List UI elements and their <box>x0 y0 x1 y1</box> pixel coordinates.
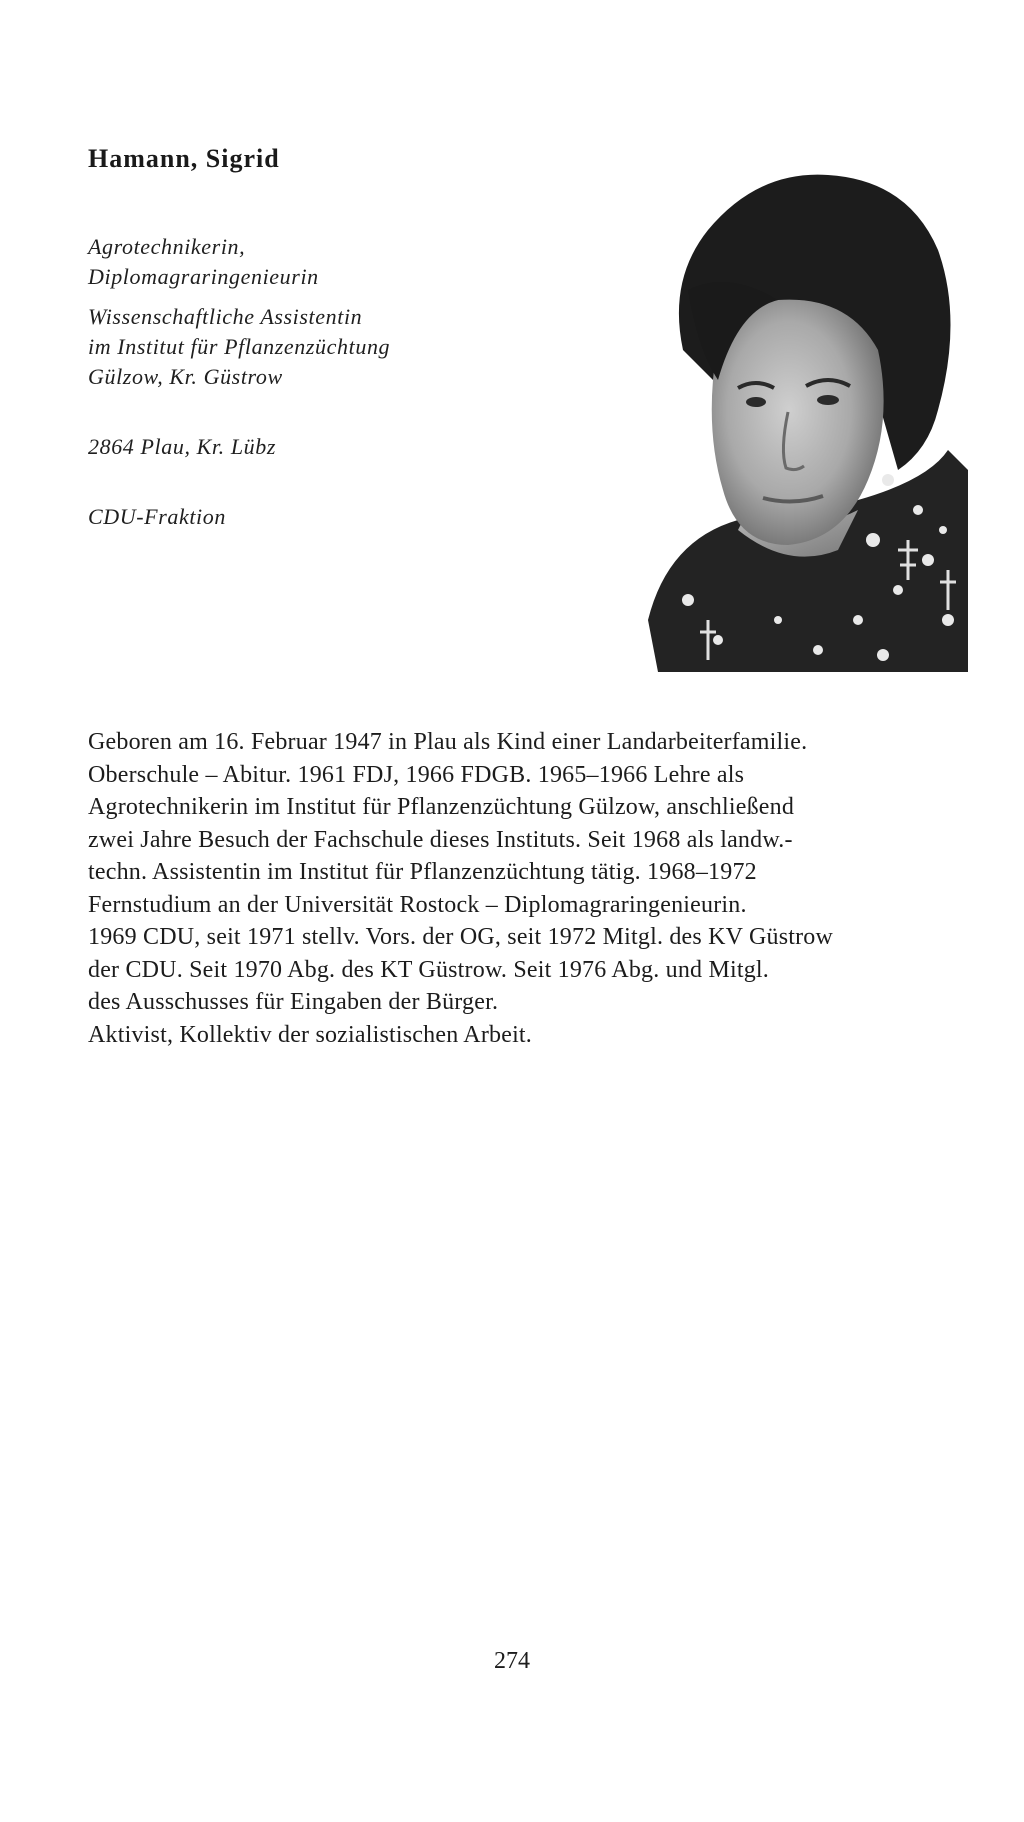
position-block <box>88 302 390 392</box>
portrait-photo <box>628 150 968 672</box>
position-line: Wissenschaftliche Assistentin <box>88 304 363 329</box>
biography-line: techn. Assistentin im Institut für Pflanzenzüchtung tätig. 1968–1972 <box>88 859 757 885</box>
address <box>88 432 276 462</box>
faction <box>88 502 226 532</box>
biography-line: Geboren am 16. Februar 1947 in Plau als Kind einer Landarbeiterfamilie. <box>88 729 808 755</box>
profession-line: Agrotechnikerin, <box>88 234 246 259</box>
page-number: 274 <box>494 1648 530 1674</box>
position-line: im Institut für Pflanzenzüchtung <box>88 334 391 359</box>
biography-line: des Ausschusses für Eingaben der Bürger. <box>88 989 499 1015</box>
person-name: Hamann, Sigrid <box>88 144 280 173</box>
biography-line: Oberschule – Abitur. 1961 FDJ, 1966 FDGB. 1965–1966 Lehre als <box>88 761 745 788</box>
biography-line: Agrotechnikerin im Institut für Pflanzenzüchtung Gülzow, anschließend <box>88 794 795 820</box>
biography <box>88 726 968 1051</box>
faction-line: CDU-Fraktion <box>88 504 226 529</box>
address-line: 2864 Plau, Kr. Lübz <box>88 434 277 459</box>
position-line: Gülzow, Kr. Güstrow <box>88 364 283 389</box>
biography-line: zwei Jahre Besuch der Fachschule dieses Instituts. Seit 1968 als landw.- <box>88 826 793 853</box>
profession-line: Diplomagraringenieurin <box>88 264 319 289</box>
biography-line: Fernstudium an der Universität Rostock – Diplomagraringenieurin. <box>88 891 747 918</box>
biography-line: der CDU. Seit 1970 Abg. des KT Güstrow. Seit 1976 Abg. und Mitgl. <box>88 956 770 983</box>
biography-line: 1969 CDU, seit 1971 stellv. Vors. der OG, seit 1972 Mitgl. des KV Güstrow <box>88 924 834 950</box>
profession-block <box>88 232 319 292</box>
biography-line: Aktivist, Kollektiv der sozialistischen Arbeit. <box>88 1021 533 1048</box>
